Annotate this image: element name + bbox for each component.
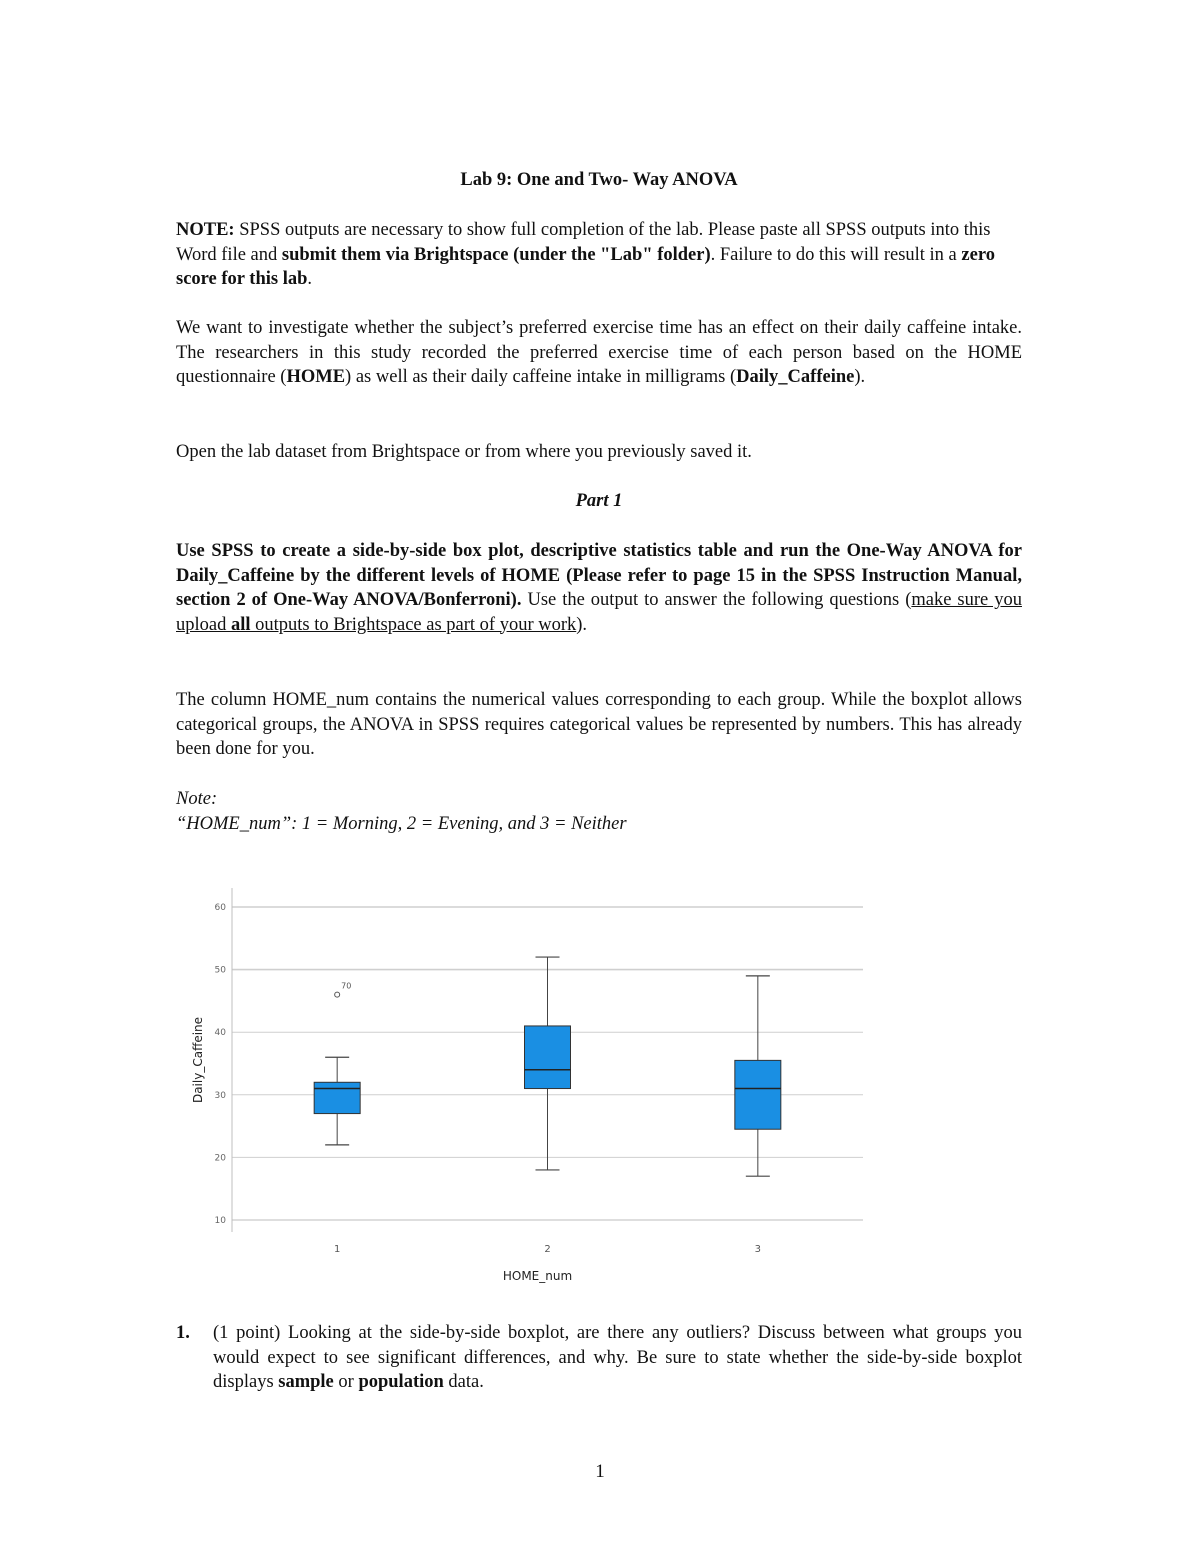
question-1-number: 1. <box>176 1323 190 1343</box>
intro-paragraph: We want to investigate whether the subject’s preferred exercise time has an effect on their daily caffeine intake. The researchers in this study recorded the preferred exercise time of each person based on the HOME questionnaire (HOME) as well as their daily caffeine intake in milligrams (Daily_Caffeine). <box>176 318 1022 387</box>
x-tick-label: 2 <box>544 1244 551 1255</box>
x-axis-title: HOME_num <box>502 1269 573 1283</box>
box-category-3 <box>735 1060 781 1129</box>
note-paragraph: NOTE: SPSS outputs are necessary to show full completion of the lab. Please paste all SPSS outputs into this Word file and submit them via Brightspace (under the "Lab" folder). Failure to do this will result in a zero score for this lab. <box>176 220 995 289</box>
home-num-mapping: “HOME_num”: 1 = Morning, 2 = Evening, and 3 = Neither <box>176 814 627 834</box>
x-tick-label: 1 <box>333 1244 341 1255</box>
y-tick-label: 30 <box>214 1090 226 1101</box>
y-tick-label: 20 <box>214 1153 226 1164</box>
instructions-paragraph: Use SPSS to create a side-by-side box plot, descriptive statistics table and run the One-Way ANOVA for Daily_Caffeine by the different levels of HOME (Please refer to page 15 in the SPSS Instruction Manual, section 2 of One-Way ANOVA/Bonferroni). Use the output to answer the following questions (make sure you upload all outputs to Brightspace as part of your work). <box>176 541 1022 635</box>
outlier-point <box>335 992 340 997</box>
y-tick-label: 60 <box>214 903 226 913</box>
box-category-2 <box>525 1026 571 1089</box>
part-heading: Part 1 <box>575 491 623 511</box>
lab-title: Lab 9: One and Two- Way ANOVA <box>460 170 738 190</box>
y-tick-label: 40 <box>214 1028 226 1039</box>
note-label: Note: <box>176 789 218 809</box>
question-1-text: (1 point) Looking at the side-by-side boxplot, are there any outliers? Discuss between what groups you would expect to see significant differences, and why. Be sure to state whether the side-by-side boxplot displays sample or population data. <box>213 1323 1022 1392</box>
x-tick-label: 3 <box>754 1244 762 1255</box>
y-tick-label: 10 <box>214 1216 226 1226</box>
open-dataset-text: Open the lab dataset from Brightspace or from where you previously saved it. <box>176 442 752 462</box>
page-number: 1 <box>595 1461 605 1482</box>
home-num-paragraph: The column HOME_num contains the numerical values corresponding to each group. While the boxplot allows categorical groups, the ANOVA in SPSS requires categorical values be represented by numbers. This has already been done for you. <box>176 690 1022 759</box>
box-category-1 <box>314 1082 360 1113</box>
y-tick-label: 50 <box>214 965 226 976</box>
y-axis-title: Daily_Caffeine <box>191 1016 205 1104</box>
boxplot-chart <box>180 880 880 1290</box>
outlier-label: 70 <box>341 981 352 991</box>
